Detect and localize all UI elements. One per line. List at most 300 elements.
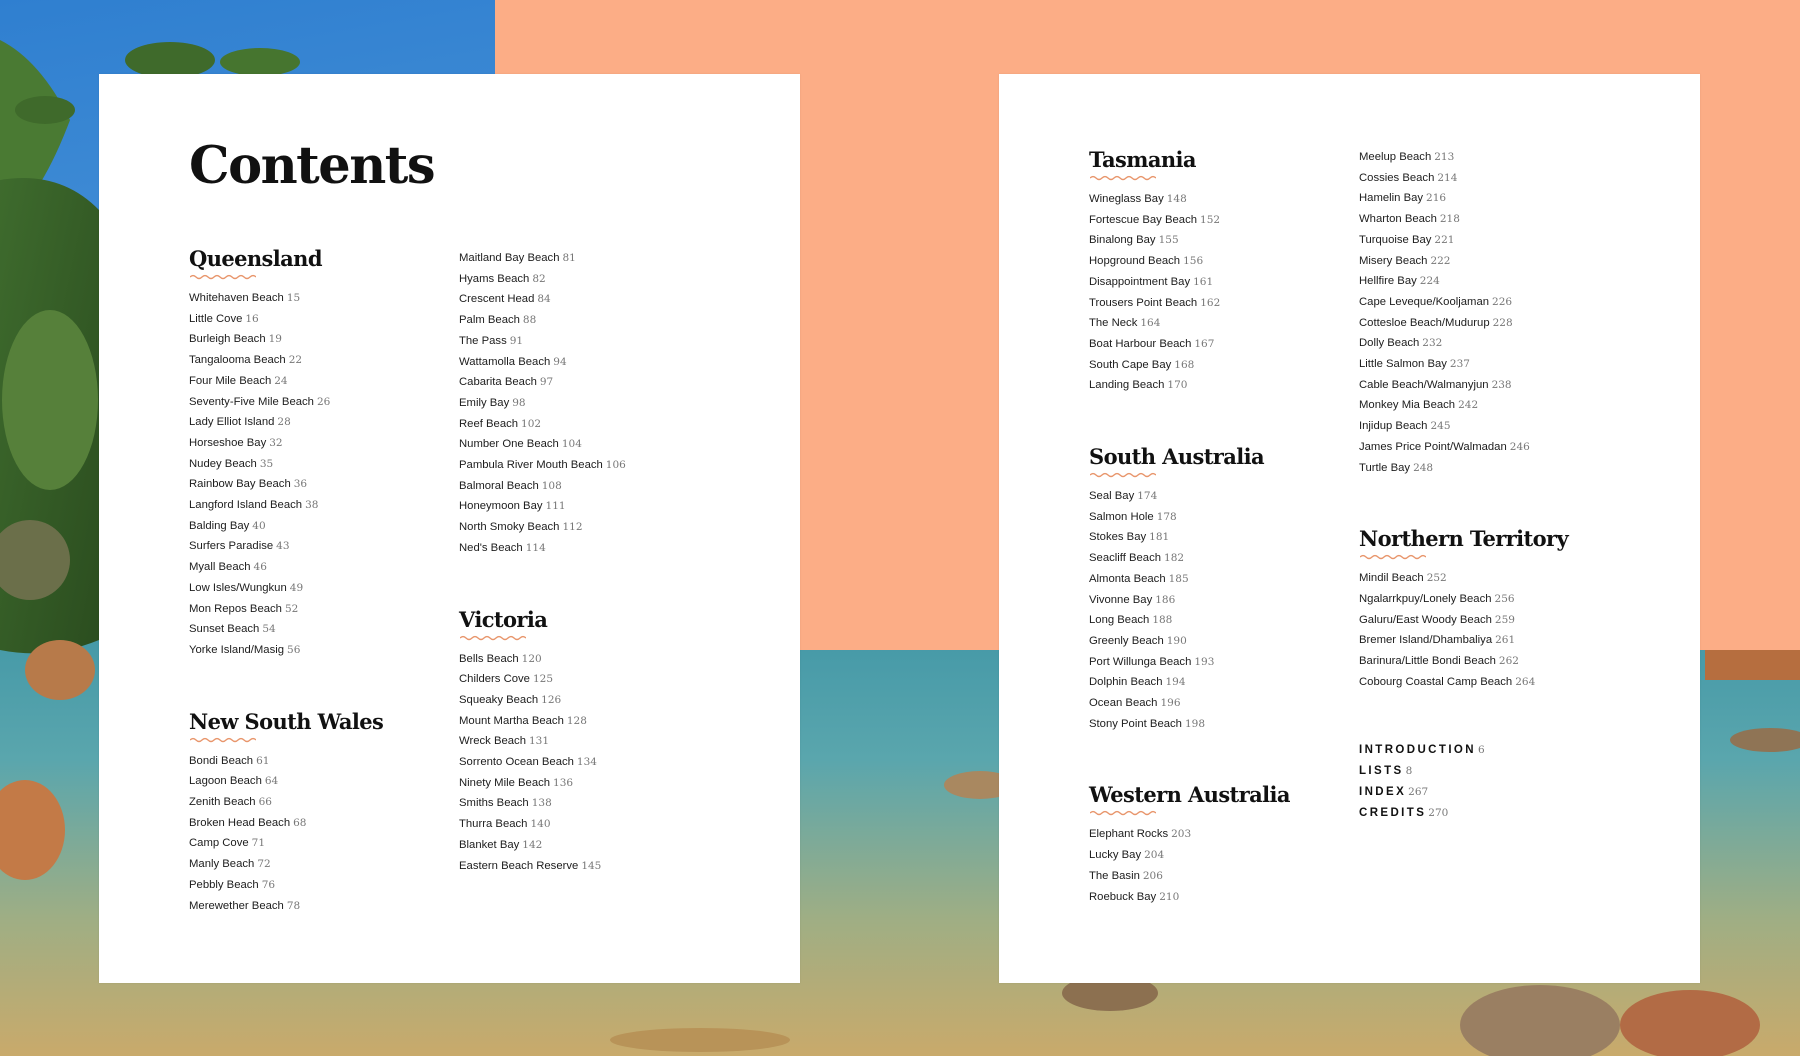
entry-page-number: 52	[284, 602, 299, 615]
toc-entry[interactable]	[1089, 631, 1389, 652]
entry-page-number: 224	[1419, 275, 1440, 288]
toc-entry[interactable]	[1089, 189, 1389, 210]
entry-name: Ninety Mile Beach	[459, 776, 551, 789]
entry-page-number: 91	[509, 334, 524, 347]
entry-name: Nudey Beach	[189, 457, 257, 470]
entry-list	[1089, 824, 1389, 907]
toc-entry[interactable]	[459, 496, 759, 517]
wave-divider	[1090, 472, 1156, 478]
toc-entry[interactable]	[459, 455, 759, 476]
entry-page-number: 78	[286, 899, 301, 912]
entry-page-number: 148	[1166, 193, 1187, 205]
toc-entry[interactable]	[1359, 651, 1659, 672]
entry-list	[1359, 147, 1659, 478]
toc-entry[interactable]	[189, 896, 489, 917]
toc-entry[interactable]	[459, 669, 759, 690]
entry-page-number: 82	[532, 272, 546, 285]
toc-entry[interactable]	[459, 372, 759, 393]
toc-entry[interactable]	[189, 813, 489, 834]
toc-entry[interactable]	[1089, 866, 1389, 887]
entry-page-number: 194	[1165, 676, 1186, 689]
toc-entry[interactable]	[1089, 313, 1389, 334]
entry-page-number: 26	[316, 395, 331, 408]
entry-page-number: 213	[1434, 151, 1455, 163]
entry-name: Tangalooma Beach	[189, 354, 286, 367]
toc-extra-lists[interactable]	[1359, 761, 1659, 782]
entry-page-number: 24	[274, 374, 288, 387]
entry-page-number: 245	[1430, 420, 1451, 433]
entry-name: Myall Beach	[189, 561, 251, 574]
toc-entry[interactable]	[459, 248, 759, 269]
toc-entry[interactable]	[189, 371, 489, 392]
entry-page-number: 214	[1437, 171, 1458, 184]
toc-entry[interactable]	[459, 517, 759, 538]
entry-name: Hamelin Bay	[1359, 192, 1424, 205]
entry-page-number: 204	[1144, 849, 1165, 862]
extra-label: INDEX	[1359, 785, 1407, 798]
toc-entry[interactable]	[189, 599, 489, 620]
toc-entry[interactable]	[1089, 230, 1389, 251]
wave-divider	[1360, 554, 1426, 560]
entry-list	[459, 649, 759, 877]
extras-list	[1359, 740, 1659, 823]
contents-page-right	[999, 74, 1700, 983]
section-title: Tasmania	[1089, 147, 1196, 172]
extra-page-number: 8	[1405, 765, 1413, 778]
entry-name: Whitehaven Beach	[189, 292, 284, 304]
entry-name: Wattamolla Beach	[459, 355, 551, 368]
toc-entry[interactable]	[1089, 527, 1389, 548]
entry-name: James Price Point/Walmadan	[1359, 440, 1507, 453]
entry-page-number: 138	[531, 797, 552, 810]
entry-page-number: 66	[258, 796, 272, 809]
entry-page-number: 261	[1495, 634, 1516, 647]
entry-name: Little Salmon Bay	[1359, 358, 1447, 371]
entry-page-number: 264	[1515, 675, 1536, 688]
entry-name: Cottesloe Beach/Mudurup	[1359, 316, 1490, 329]
toc-entry[interactable]	[189, 495, 489, 516]
entry-page-number: 174	[1137, 490, 1158, 503]
toc-entry[interactable]	[189, 516, 489, 537]
entry-page-number: 152	[1200, 213, 1221, 226]
toc-entry[interactable]	[459, 393, 759, 414]
entry-page-number: 81	[562, 252, 576, 264]
entry-page-number: 97	[539, 376, 554, 389]
entry-list	[1089, 189, 1389, 396]
toc-entry[interactable]	[459, 476, 759, 497]
contents-page-left	[99, 74, 800, 983]
entry-page-number: 232	[1422, 337, 1443, 350]
toc-entry[interactable]	[1089, 693, 1389, 714]
entry-name: South Cape Bay	[1089, 358, 1172, 371]
entry-page-number: 16	[245, 312, 259, 325]
toc-entry[interactable]	[189, 454, 489, 475]
entry-name: Balmoral Beach	[459, 479, 539, 492]
entry-name: Camp Cove	[189, 837, 249, 850]
toc-entry[interactable]	[189, 875, 489, 896]
toc-entry[interactable]	[1089, 507, 1389, 528]
entry-page-number: 35	[259, 457, 274, 470]
toc-entry[interactable]	[189, 536, 489, 557]
section-title: Queensland	[189, 246, 322, 271]
toc-entry[interactable]	[459, 414, 759, 435]
toc-entry[interactable]	[459, 814, 759, 835]
toc-entry[interactable]	[459, 331, 759, 352]
toc-entry[interactable]	[459, 649, 759, 670]
entry-page-number: 210	[1159, 890, 1180, 903]
toc-entry[interactable]	[1089, 652, 1389, 673]
entry-name: Yorke Island/Masig	[189, 643, 285, 656]
toc-entry[interactable]	[1089, 824, 1389, 845]
entry-name: Seal Bay	[1089, 490, 1135, 503]
entry-page-number: 242	[1458, 399, 1479, 412]
entry-page-number: 238	[1491, 378, 1512, 391]
toc-entry[interactable]	[1089, 548, 1389, 569]
entry-page-number: 155	[1158, 234, 1179, 247]
toc-entry[interactable]	[459, 289, 759, 310]
entry-page-number: 185	[1168, 572, 1189, 585]
entry-page-number: 40	[252, 519, 266, 532]
toc-entry[interactable]	[1359, 271, 1659, 292]
entry-name: Landing Beach	[1089, 379, 1165, 392]
toc-entry[interactable]	[189, 474, 489, 495]
entry-name: The Pass	[459, 334, 507, 347]
entry-name: Palm Beach	[459, 314, 520, 327]
section-victoria	[459, 607, 759, 877]
extra-page-number: 267	[1408, 785, 1429, 798]
entry-page-number: 182	[1164, 552, 1185, 565]
entry-page-number: 256	[1494, 592, 1515, 605]
entry-page-number: 206	[1142, 869, 1163, 882]
entry-name: Salmon Hole	[1089, 510, 1154, 523]
toc-entry[interactable]	[459, 690, 759, 711]
toc-entry[interactable]	[459, 731, 759, 752]
entry-name: Pambula River Mouth Beach	[459, 459, 603, 472]
entry-page-number: 76	[261, 878, 276, 891]
wave-divider	[1090, 175, 1156, 181]
entry-page-number: 168	[1174, 358, 1195, 371]
toc-entry[interactable]	[1359, 168, 1659, 189]
entry-page-number: 68	[293, 816, 307, 829]
entry-page-number: 237	[1449, 358, 1470, 371]
toc-entry[interactable]	[1089, 486, 1389, 507]
entry-page-number: 162	[1200, 296, 1221, 309]
column-3	[1089, 147, 1389, 955]
section-tasmania	[1089, 147, 1389, 396]
toc-entry[interactable]	[1359, 375, 1659, 396]
entry-name: Lucky Bay	[1089, 849, 1142, 862]
entry-name: Surfers Paradise	[189, 540, 274, 553]
toc-entry[interactable]	[189, 771, 489, 792]
entry-name: Stony Point Beach	[1089, 717, 1182, 730]
entry-name: Hopground Beach	[1089, 255, 1181, 268]
toc-entry[interactable]	[189, 433, 489, 454]
entry-page-number: 178	[1156, 510, 1177, 523]
entry-name: North Smoky Beach	[459, 521, 560, 534]
entry-page-number: 19	[268, 333, 282, 346]
entry-name: Boat Harbour Beach	[1089, 337, 1192, 350]
entry-name: Cossies Beach	[1359, 171, 1435, 184]
entry-page-number: 36	[293, 478, 308, 491]
entry-name: Hyams Beach	[459, 272, 530, 285]
section-title: Northern Territory	[1359, 526, 1569, 552]
entry-name: Seventy-Five Mile Beach	[189, 395, 314, 408]
entry-page-number: 56	[287, 643, 301, 656]
toc-entry[interactable]	[459, 752, 759, 773]
entry-page-number: 196	[1160, 697, 1181, 710]
toc-entry[interactable]	[189, 392, 489, 413]
entry-page-number: 94	[553, 355, 567, 368]
entry-page-number: 108	[541, 479, 562, 492]
toc-entry[interactable]	[189, 854, 489, 875]
entry-name: Zenith Beach	[189, 796, 256, 809]
page-title: Contents	[189, 136, 435, 196]
toc-entry[interactable]	[189, 578, 489, 599]
toc-entry[interactable]	[459, 352, 759, 373]
entry-page-number: 181	[1149, 531, 1170, 544]
entry-name: Thurra Beach	[459, 818, 528, 831]
entry-name: Seacliff Beach	[1089, 552, 1162, 565]
entry-page-number: 131	[528, 735, 550, 748]
toc-entry[interactable]	[1359, 188, 1659, 209]
entry-page-number: 156	[1183, 255, 1204, 268]
section-western-australia	[1089, 782, 1389, 907]
toc-entry[interactable]	[1089, 672, 1389, 693]
entry-page-number: 112	[562, 521, 583, 534]
entry-page-number: 61	[256, 754, 270, 767]
entry-name: Wreck Beach	[459, 735, 526, 748]
entry-name: The Neck	[1089, 317, 1138, 330]
entry-page-number: 111	[545, 500, 566, 513]
toc-entry[interactable]	[189, 640, 489, 661]
toc-entry[interactable]	[1359, 209, 1659, 230]
entry-page-number: 84	[537, 293, 551, 306]
toc-entry[interactable]	[189, 833, 489, 854]
toc-entry[interactable]	[1089, 251, 1389, 272]
entry-name: Rainbow Bay Beach	[189, 478, 291, 491]
toc-entry[interactable]	[189, 329, 489, 350]
toc-entry[interactable]	[459, 773, 759, 794]
entry-name: Hellfire Bay	[1359, 275, 1417, 288]
toc-entry[interactable]	[1089, 272, 1389, 293]
section-title: South Australia	[1089, 444, 1265, 470]
toc-entry[interactable]	[1089, 375, 1389, 396]
entry-list	[189, 288, 489, 661]
toc-entry[interactable]	[459, 793, 759, 814]
entry-name: Reef Beach	[459, 417, 519, 430]
toc-entry[interactable]	[1359, 292, 1659, 313]
entry-name: Little Cove	[189, 312, 243, 325]
entry-name: Ned's Beach	[459, 541, 523, 554]
toc-extra-credits[interactable]	[1359, 803, 1659, 824]
toc-entry[interactable]	[1359, 610, 1659, 631]
toc-entry[interactable]	[1359, 333, 1659, 354]
entry-page-number: 114	[525, 541, 546, 554]
entry-name: Disappointment Bay	[1089, 275, 1191, 288]
toc-entry[interactable]	[1359, 147, 1659, 168]
toc-entry[interactable]	[1359, 437, 1659, 458]
toc-extra-introduction[interactable]	[1359, 740, 1659, 761]
entry-page-number: 190	[1166, 634, 1187, 647]
extra-page-number: 270	[1428, 806, 1449, 819]
toc-entry[interactable]	[189, 557, 489, 578]
entry-page-number: 43	[276, 540, 290, 553]
toc-entry[interactable]	[1089, 569, 1389, 590]
entry-name: Vivonne Bay	[1089, 593, 1153, 606]
entry-page-number: 167	[1194, 337, 1215, 350]
toc-entry[interactable]	[1089, 293, 1389, 314]
entry-page-number: 203	[1171, 828, 1192, 841]
toc-entry[interactable]	[1359, 458, 1659, 479]
entry-name: Greenly Beach	[1089, 634, 1164, 647]
toc-entry[interactable]	[459, 835, 759, 856]
entry-name: Bondi Beach	[189, 754, 254, 767]
entry-name: The Basin	[1089, 869, 1140, 882]
toc-entry[interactable]	[1359, 251, 1659, 272]
toc-entry[interactable]	[1359, 230, 1659, 251]
wave-divider	[190, 274, 256, 280]
entry-page-number: 88	[522, 314, 537, 327]
entry-page-number: 32	[269, 436, 283, 449]
entry-page-number: 142	[522, 838, 543, 851]
entry-name: Emily Bay	[459, 396, 510, 409]
entry-name: Smiths Beach	[459, 797, 529, 810]
entry-name: Mount Martha Beach	[459, 714, 564, 727]
entry-page-number: 126	[541, 693, 562, 706]
entry-page-number: 38	[305, 499, 319, 512]
entry-name: Broken Head Beach	[189, 816, 291, 829]
entry-name: Lagoon Beach	[189, 775, 262, 788]
toc-entry[interactable]	[1089, 610, 1389, 631]
toc-entry[interactable]	[1359, 354, 1659, 375]
entry-name: Lady Elliot Island	[189, 416, 275, 429]
entry-page-number: 125	[532, 673, 553, 686]
entry-name: Eastern Beach Reserve	[459, 859, 579, 872]
toc-entry[interactable]	[459, 856, 759, 877]
section-title: Victoria	[459, 606, 548, 632]
toc-entry[interactable]	[459, 269, 759, 290]
entry-page-number: 71	[251, 837, 266, 850]
entry-page-number: 188	[1152, 614, 1173, 627]
entry-name: Fortescue Bay Beach	[1089, 213, 1198, 226]
entry-page-number: 22	[288, 354, 303, 367]
entry-page-number: 28	[277, 416, 291, 429]
entry-name: Langford Island Beach	[189, 499, 303, 512]
entry-list	[1359, 568, 1659, 692]
entry-name: Low Isles/Wungkun	[189, 581, 287, 594]
entry-page-number: 106	[605, 459, 626, 472]
entry-name: Cobourg Coastal Camp Beach	[1359, 675, 1513, 688]
entry-page-number: 259	[1494, 613, 1515, 626]
entry-name: Misery Beach	[1359, 254, 1428, 267]
section-nsw	[189, 709, 489, 917]
toc-entry[interactable]	[189, 309, 489, 330]
toc-entry[interactable]	[1089, 845, 1389, 866]
toc-entry[interactable]	[1359, 630, 1659, 651]
entry-name: Elephant Rocks	[1089, 828, 1169, 841]
entry-page-number: 145	[581, 859, 602, 872]
entry-name: Almonta Beach	[1089, 572, 1166, 585]
entry-page-number: 120	[521, 652, 542, 665]
entry-page-number: 221	[1434, 233, 1455, 246]
toc-entry[interactable]	[1089, 590, 1389, 611]
entry-name: Number One Beach	[459, 438, 559, 451]
entry-page-number: 262	[1498, 655, 1519, 668]
entry-name: Stokes Bay	[1089, 531, 1147, 544]
entry-name: Squeaky Beach	[459, 693, 539, 706]
toc-entry[interactable]	[459, 711, 759, 732]
toc-entry[interactable]	[189, 412, 489, 433]
entry-page-number: 222	[1430, 254, 1451, 267]
section-title: New South Wales	[189, 708, 384, 734]
entry-name: Binalong Bay	[1089, 234, 1156, 247]
section-northern-territory	[1359, 526, 1659, 692]
toc-entry[interactable]	[459, 434, 759, 455]
entry-name: Dolphin Beach	[1089, 676, 1163, 689]
toc-entry[interactable]	[1359, 416, 1659, 437]
entry-name: Crescent Head	[459, 293, 535, 306]
toc-entry[interactable]	[189, 751, 489, 772]
entry-name: Bells Beach	[459, 652, 519, 665]
extra-label: LISTS	[1359, 765, 1404, 778]
toc-entry[interactable]	[1089, 334, 1389, 355]
entry-page-number: 246	[1509, 440, 1530, 453]
toc-entry[interactable]	[189, 350, 489, 371]
entry-name: Ocean Beach	[1089, 697, 1158, 710]
entry-name: Turquoise Bay	[1359, 233, 1432, 246]
toc-extra-index[interactable]	[1359, 782, 1659, 803]
entry-page-number: 104	[561, 438, 582, 451]
entry-name: Turtle Bay	[1359, 461, 1411, 474]
entry-page-number: 161	[1193, 275, 1214, 288]
entry-page-number: 252	[1426, 572, 1447, 585]
entry-name: Mon Repos Beach	[189, 602, 282, 615]
entry-name: Childers Cove	[459, 673, 530, 686]
toc-entry[interactable]	[1089, 210, 1389, 231]
entry-name: Blanket Bay	[459, 838, 520, 851]
entry-page-number: 54	[262, 623, 276, 636]
entry-name: Monkey Mia Beach	[1359, 399, 1456, 412]
entry-page-number: 248	[1413, 461, 1434, 474]
entry-page-number: 98	[512, 396, 526, 409]
entry-name: Trousers Point Beach	[1089, 296, 1198, 309]
entry-name: Sunset Beach	[189, 623, 260, 636]
toc-entry[interactable]	[1089, 714, 1389, 735]
toc-entry[interactable]	[189, 792, 489, 813]
extra-page-number: 6	[1477, 744, 1485, 757]
toc-entry[interactable]	[1089, 887, 1389, 908]
entry-list	[189, 751, 489, 917]
entry-page-number: 102	[521, 417, 542, 430]
toc-entry[interactable]	[189, 288, 489, 309]
entry-name: Roebuck Bay	[1089, 890, 1157, 903]
toc-entry[interactable]	[189, 619, 489, 640]
toc-entry[interactable]	[1359, 568, 1659, 589]
entry-page-number: 193	[1194, 655, 1215, 668]
entry-name: Ngalarrkpuy/Lonely Beach	[1359, 592, 1492, 605]
toc-entry[interactable]	[1359, 672, 1659, 693]
entry-page-number: 198	[1184, 717, 1205, 730]
entry-name: Injidup Beach	[1359, 420, 1428, 433]
toc-entry[interactable]	[1359, 589, 1659, 610]
toc-entry[interactable]	[459, 310, 759, 331]
toc-entry[interactable]	[459, 538, 759, 559]
toc-entry[interactable]	[1359, 313, 1659, 334]
entry-name: Manly Beach	[189, 858, 255, 871]
entry-name: Cable Beach/Walmanyjun	[1359, 378, 1489, 391]
toc-entry[interactable]	[1359, 395, 1659, 416]
toc-entry[interactable]	[1089, 355, 1389, 376]
